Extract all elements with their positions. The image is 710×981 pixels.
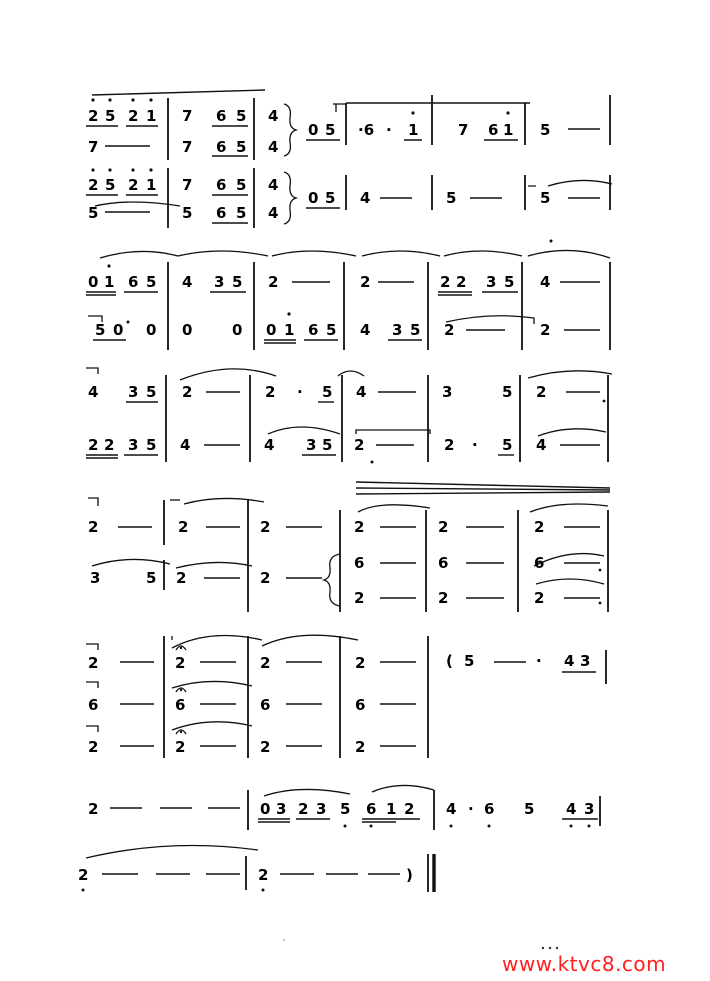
svg-text:2: 2 xyxy=(268,273,279,291)
svg-text:5: 5 xyxy=(340,800,351,818)
svg-text:6: 6 xyxy=(128,273,139,291)
svg-text:6: 6 xyxy=(366,800,377,818)
svg-text:4: 4 xyxy=(180,436,191,454)
svg-text:2: 2 xyxy=(536,383,547,401)
svg-text:6: 6 xyxy=(216,204,227,222)
svg-text:3: 3 xyxy=(442,383,453,401)
svg-text:3: 3 xyxy=(580,652,591,670)
svg-text:3: 3 xyxy=(392,321,403,339)
svg-text:2: 2 xyxy=(298,800,309,818)
svg-text:2: 2 xyxy=(175,654,186,672)
svg-text:6: 6 xyxy=(488,121,499,139)
svg-text:6: 6 xyxy=(216,138,227,156)
svg-text:5: 5 xyxy=(524,800,535,818)
svg-text:1: 1 xyxy=(146,107,157,125)
svg-text:2: 2 xyxy=(182,383,193,401)
svg-text:4: 4 xyxy=(540,273,551,291)
svg-text:5: 5 xyxy=(410,321,421,339)
svg-text:5: 5 xyxy=(182,204,193,222)
svg-text:2: 2 xyxy=(128,107,139,125)
svg-text:3: 3 xyxy=(486,273,497,291)
svg-text:4: 4 xyxy=(268,107,279,125)
svg-text:2: 2 xyxy=(438,518,449,536)
svg-text:2: 2 xyxy=(440,273,451,291)
svg-text:3: 3 xyxy=(214,273,225,291)
svg-text:0: 0 xyxy=(308,121,319,139)
svg-text:3: 3 xyxy=(584,800,595,818)
svg-text:·6: ·6 xyxy=(358,121,375,139)
system-2 xyxy=(86,240,610,351)
svg-text:3: 3 xyxy=(90,569,101,587)
svg-text:6: 6 xyxy=(355,696,366,714)
svg-text:2: 2 xyxy=(178,518,189,536)
system-4 xyxy=(88,482,610,612)
svg-text:4: 4 xyxy=(182,273,193,291)
svg-text:6: 6 xyxy=(216,107,227,125)
svg-text:2: 2 xyxy=(175,738,186,756)
svg-text:6: 6 xyxy=(438,554,449,572)
system-5 xyxy=(86,635,606,758)
svg-text:6: 6 xyxy=(175,696,186,714)
svg-text:6: 6 xyxy=(484,800,495,818)
svg-text:3: 3 xyxy=(128,436,139,454)
svg-text:2: 2 xyxy=(88,738,99,756)
svg-text:0: 0 xyxy=(113,321,124,339)
svg-text:5: 5 xyxy=(446,189,457,207)
svg-text:2: 2 xyxy=(354,518,365,536)
svg-text:5: 5 xyxy=(232,273,243,291)
svg-text:4: 4 xyxy=(564,652,575,670)
svg-text:2: 2 xyxy=(265,383,276,401)
svg-text:7: 7 xyxy=(458,121,469,139)
svg-text:2: 2 xyxy=(534,589,545,607)
svg-text:5: 5 xyxy=(325,189,336,207)
svg-text:4: 4 xyxy=(566,800,577,818)
svg-text:5: 5 xyxy=(146,436,157,454)
system-6 xyxy=(78,785,600,892)
svg-text:2: 2 xyxy=(355,654,366,672)
svg-text:6: 6 xyxy=(308,321,319,339)
svg-text:·: · xyxy=(386,121,392,139)
svg-text:2: 2 xyxy=(444,321,455,339)
svg-text:2: 2 xyxy=(88,176,99,194)
svg-text:5: 5 xyxy=(540,121,551,139)
svg-text:5: 5 xyxy=(236,107,247,125)
svg-text:5: 5 xyxy=(95,321,106,339)
svg-text:2: 2 xyxy=(88,436,99,454)
svg-text:·: · xyxy=(468,800,474,818)
svg-text:4: 4 xyxy=(446,800,457,818)
svg-text:5: 5 xyxy=(322,383,333,401)
svg-text:3: 3 xyxy=(276,800,287,818)
svg-text:5: 5 xyxy=(105,107,116,125)
svg-text:3: 3 xyxy=(306,436,317,454)
svg-text:2: 2 xyxy=(438,589,449,607)
svg-text:5: 5 xyxy=(146,569,157,587)
svg-text:7: 7 xyxy=(182,138,193,156)
svg-text:5: 5 xyxy=(236,176,247,194)
svg-text:7: 7 xyxy=(182,176,193,194)
svg-text:5: 5 xyxy=(105,176,116,194)
svg-text:2: 2 xyxy=(78,866,89,884)
svg-text:3: 3 xyxy=(316,800,327,818)
svg-text:2: 2 xyxy=(360,273,371,291)
svg-text:·: · xyxy=(472,436,478,454)
svg-text:7: 7 xyxy=(182,107,193,125)
svg-text:0: 0 xyxy=(182,321,193,339)
svg-text:5: 5 xyxy=(502,436,513,454)
svg-text:4: 4 xyxy=(264,436,275,454)
svg-text:3: 3 xyxy=(128,383,139,401)
svg-text:0: 0 xyxy=(266,321,277,339)
svg-text:2: 2 xyxy=(88,654,99,672)
svg-text:2: 2 xyxy=(260,518,271,536)
svg-text:2: 2 xyxy=(88,800,99,818)
svg-text:2: 2 xyxy=(176,569,187,587)
svg-text:6: 6 xyxy=(534,554,545,572)
svg-text:2: 2 xyxy=(456,273,467,291)
svg-text:4: 4 xyxy=(536,436,547,454)
svg-text:5: 5 xyxy=(540,189,551,207)
svg-text:2: 2 xyxy=(258,866,269,884)
system-3 xyxy=(86,368,612,464)
svg-text:·: · xyxy=(297,383,303,401)
svg-text:2: 2 xyxy=(88,107,99,125)
svg-text:5: 5 xyxy=(325,121,336,139)
svg-text:): ) xyxy=(406,866,413,884)
svg-text:2: 2 xyxy=(260,654,271,672)
svg-text:0: 0 xyxy=(232,321,243,339)
svg-text:5: 5 xyxy=(322,436,333,454)
svg-text:5: 5 xyxy=(326,321,337,339)
svg-text:0: 0 xyxy=(308,189,319,207)
svg-text:2: 2 xyxy=(534,518,545,536)
svg-text:2: 2 xyxy=(540,321,551,339)
svg-text:4: 4 xyxy=(360,189,371,207)
svg-text:5: 5 xyxy=(146,383,157,401)
svg-text:4: 4 xyxy=(356,383,367,401)
svg-text:0: 0 xyxy=(260,800,271,818)
svg-text:6: 6 xyxy=(260,696,271,714)
svg-text:6: 6 xyxy=(88,696,99,714)
svg-text:2: 2 xyxy=(128,176,139,194)
svg-text:2: 2 xyxy=(260,569,271,587)
svg-text:5: 5 xyxy=(88,204,99,222)
svg-text:·: · xyxy=(536,652,542,670)
svg-text:1: 1 xyxy=(146,176,157,194)
svg-text:2: 2 xyxy=(354,589,365,607)
system-1 xyxy=(86,95,612,228)
svg-text:7: 7 xyxy=(88,138,99,156)
svg-text:2: 2 xyxy=(260,738,271,756)
svg-text:2: 2 xyxy=(88,518,99,536)
top-line xyxy=(92,90,265,95)
svg-text:1: 1 xyxy=(503,121,514,139)
svg-text:5: 5 xyxy=(464,652,475,670)
svg-text:4: 4 xyxy=(268,138,279,156)
svg-text:6: 6 xyxy=(354,554,365,572)
website-watermark: www.ktvc8.com xyxy=(502,952,667,976)
svg-text:1: 1 xyxy=(104,273,115,291)
svg-text:5: 5 xyxy=(146,273,157,291)
svg-text:4: 4 xyxy=(268,176,279,194)
svg-text:5: 5 xyxy=(502,383,513,401)
svg-text:(: ( xyxy=(446,652,453,670)
svg-text:5: 5 xyxy=(236,204,247,222)
svg-text:1: 1 xyxy=(386,800,397,818)
svg-text:1: 1 xyxy=(408,121,419,139)
svg-text:2: 2 xyxy=(444,436,455,454)
svg-text:6: 6 xyxy=(216,176,227,194)
svg-text:2: 2 xyxy=(355,738,366,756)
svg-text:4: 4 xyxy=(88,383,99,401)
svg-text:2: 2 xyxy=(354,436,365,454)
svg-text:0: 0 xyxy=(146,321,157,339)
svg-text:2: 2 xyxy=(404,800,415,818)
svg-text:2: 2 xyxy=(104,436,115,454)
svg-text:5: 5 xyxy=(236,138,247,156)
svg-text:4: 4 xyxy=(268,204,279,222)
svg-text:5: 5 xyxy=(504,273,515,291)
svg-text:0: 0 xyxy=(88,273,99,291)
svg-text:1: 1 xyxy=(284,321,295,339)
svg-text:4: 4 xyxy=(360,321,371,339)
